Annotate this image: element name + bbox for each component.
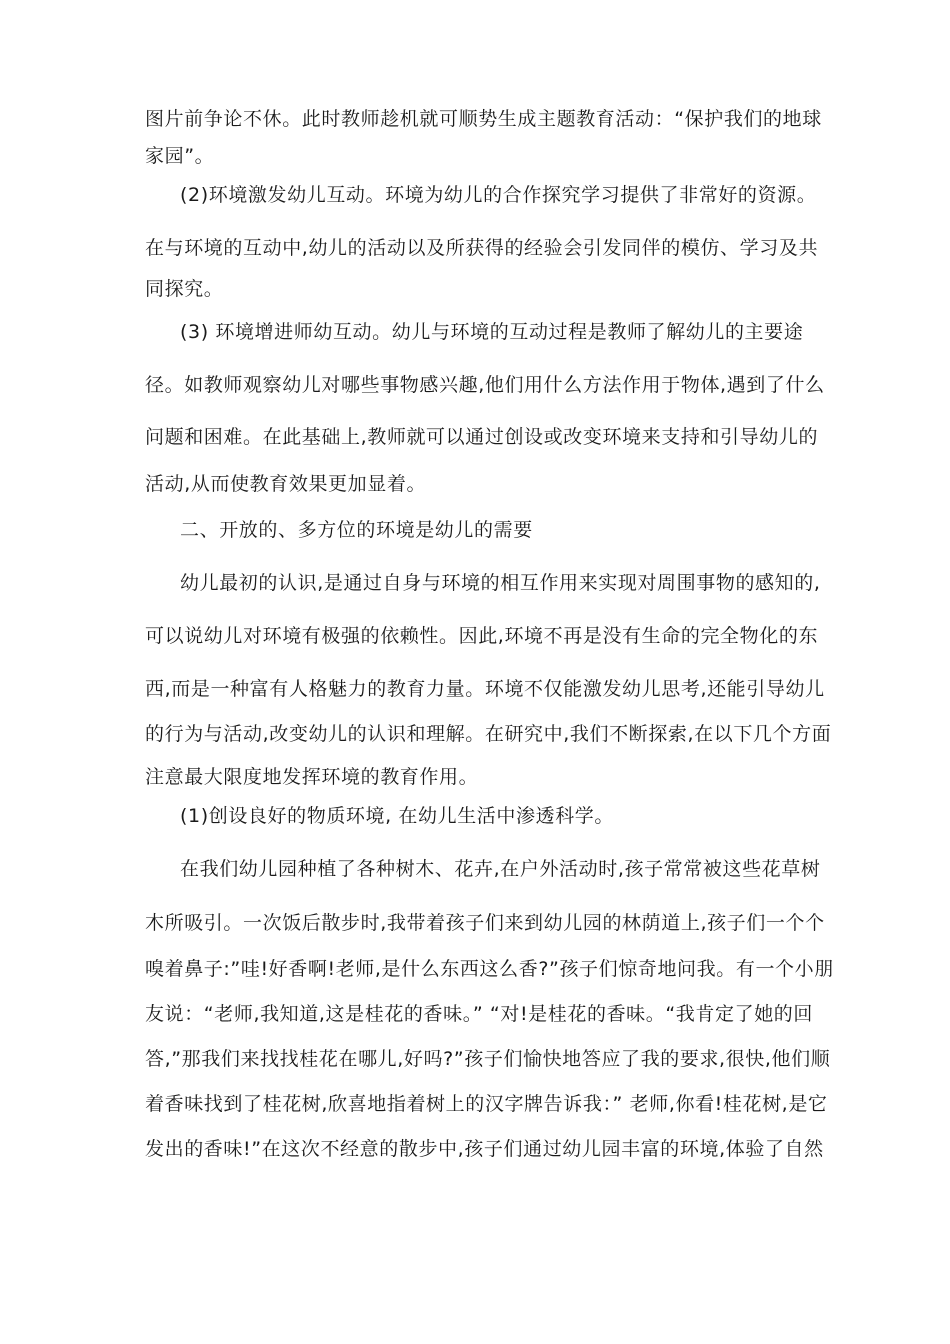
text-line: 西,而是一种富有人格魅力的教育力量。环境不仅能激发幼儿思考,还能引导幼儿 xyxy=(145,678,825,700)
text-line: 的行为与活动,改变幼儿的认识和理解。在研究中,我们不断探索,在以下几个方面 xyxy=(145,723,832,745)
text-line: 在我们幼儿园种植了各种树木、花卉,在户外活动时,孩子常常被这些花草树 xyxy=(180,858,821,880)
text-line: 友说：“老师,我知道,这是桂花的香味。” “对!是桂花的香味。“我肯定了她的回 xyxy=(145,1003,814,1025)
paragraph-heading: (2)环境激发幼儿互动。环境为幼儿的合作探究学习提供了非常好的资源。 xyxy=(180,184,817,206)
text-line: 径。如教师观察幼儿对哪些事物感兴趣,他们用什么方法作用于物体,遇到了什么 xyxy=(145,374,825,396)
text-line: 发出的香味!”在这次不经意的散步中,孩子们通过幼儿园丰富的环境,体验了自然 xyxy=(145,1138,824,1160)
text-line: 木所吸引。一次饭后散步时,我带着孩子们来到幼儿园的林荫道上,孩子们一个个 xyxy=(145,912,825,934)
text-line: 可以说幼儿对环境有极强的依赖性。因此,环境不再是没有生命的完全物化的东 xyxy=(145,625,819,647)
paragraph-heading: (3) 环境增进师幼互动。幼儿与环境的互动过程是教师了解幼儿的主要途 xyxy=(180,321,804,343)
text-line: 活动,从而使教育效果更加显着。 xyxy=(145,473,427,495)
paragraph-heading: (1)创设良好的物质环境, 在幼儿生活中渗透科学。 xyxy=(180,805,614,827)
section-heading: 二、开放的、多方位的环境是幼儿的需要 xyxy=(180,519,533,541)
text-line: 家园”。 xyxy=(145,145,215,167)
text-line: 在与环境的互动中,幼儿的活动以及所获得的经验会引发同伴的模仿、学习及共 xyxy=(145,237,819,259)
text-line: 同探究。 xyxy=(145,278,224,300)
text-line: 图片前争论不休。此时教师趁机就可顺势生成主题教育活动：“保护我们的地球 xyxy=(145,108,822,130)
text-line: 问题和困难。在此基础上,教师就可以通过创设或改变环境来支持和引导幼儿的 xyxy=(145,426,819,448)
text-line: 嗅着鼻子:”哇!好香啊!老师,是什么东西这么香?”孩子们惊奇地问我。有一个小朋 xyxy=(145,958,834,980)
text-line: 答,”那我们来找找桂花在哪儿,好吗?”孩子们愉快地答应了我的要求,很快,他们顺 xyxy=(145,1048,831,1070)
text-line: 幼儿最初的认识,是通过自身与环境的相互作用来实现对周围事物的感知的, xyxy=(180,572,821,594)
text-line: 注意最大限度地发挥环境的教育作用。 xyxy=(145,766,479,788)
text-line: 着香味找到了桂花树,欣喜地指着树上的汉字牌告诉我：” 老师,你看!桂花树,是它 xyxy=(145,1093,828,1115)
